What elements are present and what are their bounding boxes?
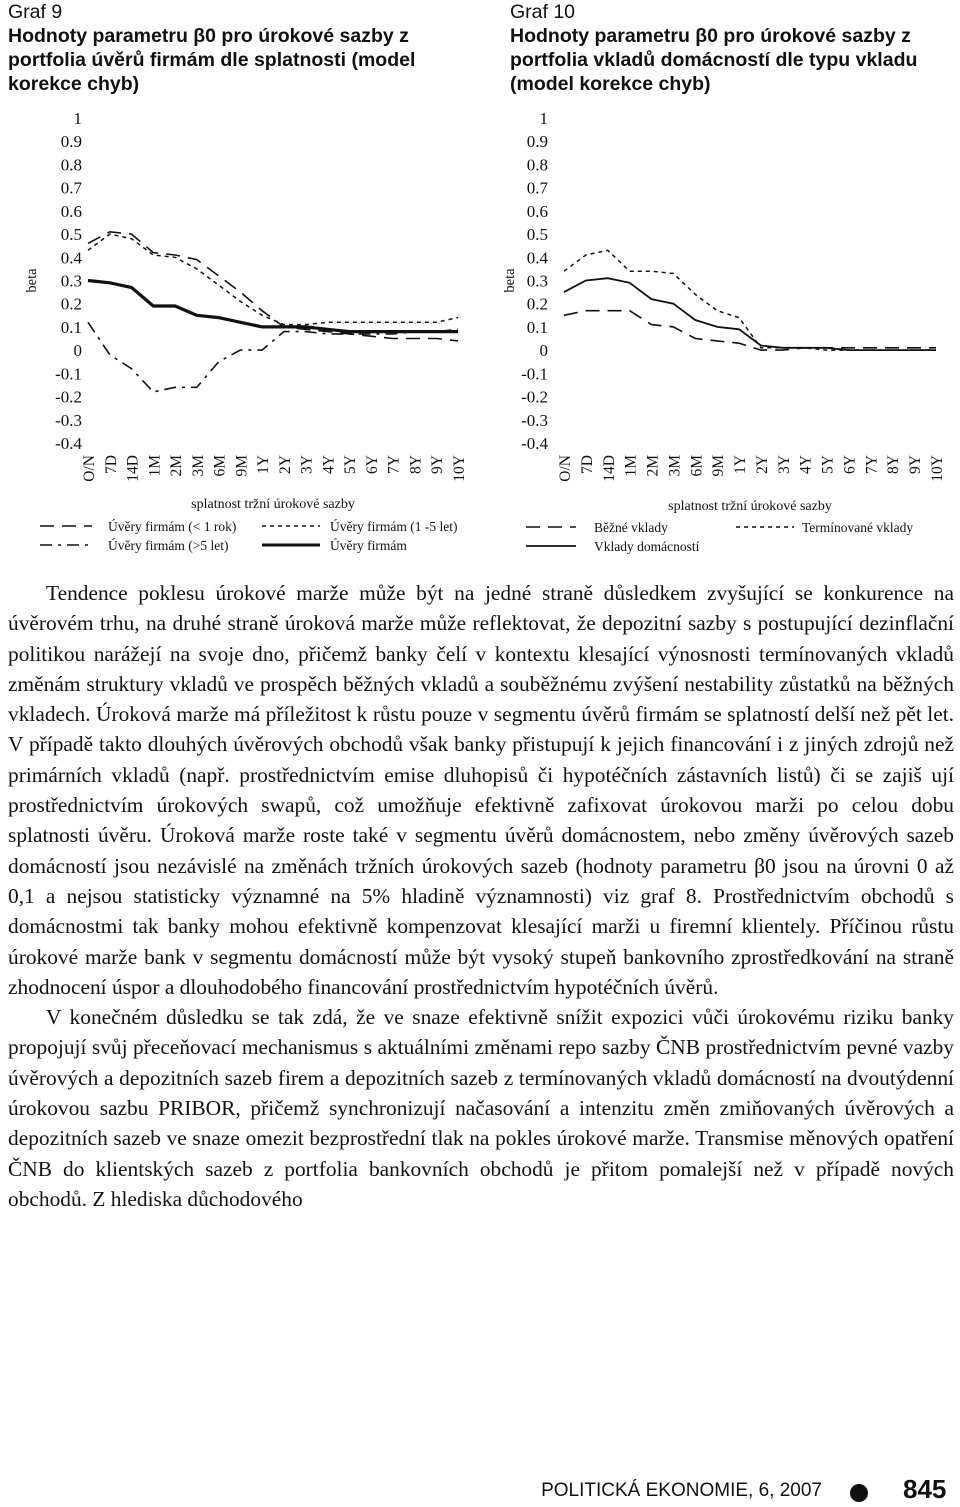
legend-entry: Úvěry firmám: [330, 538, 407, 553]
x-tick-label: 6Y: [841, 455, 859, 474]
y-axis-label: beta: [502, 268, 518, 293]
chart1: [0, 100, 480, 560]
y-tick-label: -0.3: [55, 410, 82, 430]
x-tick-label: 9Y: [907, 455, 925, 474]
y-tick-label: 0.5: [60, 225, 82, 245]
chart1-header: [8, 0, 478, 96]
y-tick-label: 0.8: [526, 155, 548, 175]
y-tick-label: 0.2: [526, 294, 548, 314]
x-tick-label: 9M: [233, 455, 251, 477]
y-tick-label: 1: [539, 109, 548, 128]
x-tick-label: 2M: [644, 455, 662, 477]
legend-entry: Úvěry firmám (>5 let): [108, 538, 229, 553]
chart2-title: Hodnoty parametru β0 pro úrokové sazby z portfolia vkladů domácností dle typu vkladu (model korekce chyb): [510, 25, 918, 95]
x-tick-label: 2Y: [753, 455, 771, 474]
x-tick-label: 6Y: [363, 455, 381, 474]
y-tick-label: -0.4: [521, 434, 548, 453]
x-axis-label: splatnost tržní úrokové sazby: [191, 497, 355, 512]
x-tick-label: 10Y: [451, 455, 468, 482]
y-tick-label: 0.7: [526, 178, 548, 198]
x-tick-label: 4Y: [320, 455, 338, 474]
y-tick-label: 0.7: [60, 178, 82, 198]
chart2: [490, 100, 950, 560]
bullet-dot-icon: [850, 1484, 868, 1502]
y-axis-label: beta: [24, 268, 40, 293]
x-tick-label: 1Y: [255, 455, 273, 474]
y-tick-label: -0.3: [521, 410, 548, 430]
y-tick-label: 0.1: [60, 317, 82, 337]
journal-name: POLITICKÁ EKONOMIE, 6, 2007: [541, 1480, 822, 1501]
legend-entry: Termínované vklady: [802, 520, 914, 535]
series-line: [564, 278, 936, 350]
y-tick-label: 0.5: [526, 225, 548, 245]
y-tick-label: 0.4: [60, 248, 82, 268]
y-tick-label: 0.3: [60, 271, 82, 291]
x-tick-label: 1Y: [732, 455, 750, 474]
x-tick-label: 1M: [146, 455, 164, 477]
y-tick-label: 0.1: [526, 317, 548, 337]
chart1-title: Hodnoty parametru β0 pro úrokové sazby z portfolia úvěrů firmám dle splatnosti (model korekce chyb): [8, 25, 416, 95]
chart2-header: [510, 0, 950, 96]
page-footer: [0, 1474, 960, 1506]
y-tick-label: 0.8: [60, 155, 82, 175]
y-tick-label: 0.6: [526, 201, 548, 221]
x-tick-label: 7Y: [385, 455, 403, 474]
x-tick-label: 8Y: [407, 455, 425, 474]
x-tick-label: 5Y: [342, 455, 360, 474]
x-axis-label: splatnost tržní úrokové sazby: [668, 499, 832, 514]
x-tick-label: 10Y: [929, 455, 946, 482]
legend-entry: Úvěry firmám (1 -5 let): [330, 519, 458, 534]
y-tick-label: -0.1: [521, 364, 548, 384]
x-tick-label: 14D: [600, 455, 618, 482]
chart2-graf-label: Graf 10: [510, 1, 576, 23]
x-tick-label: 3M: [189, 455, 207, 477]
series-line: [564, 250, 936, 350]
x-tick-label: 7D: [102, 455, 120, 474]
y-tick-label: 1: [73, 109, 82, 128]
x-tick-label: 3Y: [298, 455, 316, 474]
y-tick-label: -0.2: [521, 387, 548, 407]
x-tick-label: O/N: [81, 455, 98, 482]
x-tick-label: 1M: [622, 455, 640, 477]
x-tick-label: 3Y: [775, 455, 793, 474]
x-tick-label: 14D: [124, 455, 142, 482]
x-tick-label: 7D: [578, 455, 596, 474]
x-tick-label: 2Y: [276, 455, 294, 474]
y-tick-label: 0.6: [60, 201, 82, 221]
y-tick-label: 0: [73, 341, 82, 361]
x-tick-label: O/N: [557, 455, 574, 482]
y-tick-label: -0.4: [55, 434, 82, 453]
y-tick-label: 0: [539, 341, 548, 361]
chart1-graf-label: Graf 9: [8, 1, 63, 23]
y-tick-label: -0.2: [55, 387, 82, 407]
x-tick-label: 2M: [168, 455, 186, 477]
y-tick-label: 0.3: [526, 271, 548, 291]
paragraph-2: V konečném důsledku se tak zdá, že ve snaze efektivně snížit expozici vůči úrokovému riziku banky propojují svůj přeceňovací mechanismus s aktuálními změnami repo sazby ČNB prostřednictvím pevné vazby úvěrových a depozitních sazeb firem a depozitních sazeb z termínovaných vkladů domácností na dvoutýdenní úrokovou sazbu PRIBOR, přičemž synchronizují načasování a intenzitu změn zmiňovaných úvěrových a depozitních sazeb ve snaze omezit bezprostřední tlak na pokles úrokové marže. Transmise měnových opatření ČNB do klientských sazeb z portfolia bankovních obchodů je přitom pomalejší než v případě nových obchodů. Z hlediska důchodového: [8, 1005, 954, 1211]
x-tick-label: 6M: [211, 455, 229, 477]
x-tick-label: 9M: [710, 455, 728, 477]
x-tick-label: 8Y: [885, 455, 903, 474]
x-tick-label: 6M: [688, 455, 706, 477]
y-tick-label: 0.9: [60, 132, 82, 152]
article-body: [8, 578, 954, 1214]
x-tick-label: 4Y: [797, 455, 815, 474]
y-tick-label: 0.9: [526, 132, 548, 152]
legend-entry: Běžné vklady: [594, 520, 668, 535]
legend-entry: Úvěry firmám (< 1 rok): [108, 519, 237, 534]
y-tick-label: 0.4: [526, 248, 548, 268]
page-number: 845: [903, 1474, 947, 1504]
series-line: [564, 311, 936, 350]
x-tick-label: 3M: [666, 455, 684, 477]
series-line: [88, 234, 458, 325]
paragraph-1: Tendence poklesu úrokové marže může být na jedné straně důsledkem zvyšující se konkurence na úvěrovém trhu, na druhé straně úroková marže může reflektovat, že depozitní sazby s postupující dezinflační politikou narážejí na svoje dno, přičemž banky čelí v kontextu klesající výnosnosti termínovaných vkladů změnám struktury vkladů ve prospěch běžných vkladů a souběžnému zvýšení nestability zůstatků na běžných vkladech. Úroková marže má příležitost k růstu pouze v segmentu úvěrů firmám se splatností delší než pět let. V případě takto dlouhých úvěrových obchodů však banky přistupují k jejich financování i z jiných zdrojů než primárních vkladů (např. prostřednictvím emise dluhopisů či hypotéčních zástavních listů) či se zajiš ují prostřednictvím úrokových swapů, což umožňuje efektivně zafixovat úrokovou marži po celou dobu splatnosti úvěru. Úroková marže roste také v segmentu úvěrů domácnostem, nebo změny úvěrových sazeb domácností jsou nezávislé na změnách tržních úrokových sazeb (hodnoty parametru β0 jsou na úrovni 0 až 0,1 a nejsou statisticky významné na 5% hladině významnosti) viz graf 8. Prostřednictvím obchodů s domácnostmi tak banky mohou efektivně kompenzovat klesající marži u firemní klientely. Příčinou růstu úrokové marže bank v segmentu domácností může být vysoký stupeň bankovního zprostředkování na straně zhodnocení úspor a dlouhodobého financování prostřednictvím hypotéčních úvěrů.: [8, 581, 954, 999]
y-tick-label: 0.2: [60, 294, 82, 314]
y-tick-label: -0.1: [55, 364, 82, 384]
x-tick-label: 5Y: [819, 455, 837, 474]
legend-entry: Vklady domácností: [594, 539, 700, 554]
x-tick-label: 9Y: [429, 455, 447, 474]
series-line: [88, 281, 458, 332]
x-tick-label: 7Y: [863, 455, 881, 474]
